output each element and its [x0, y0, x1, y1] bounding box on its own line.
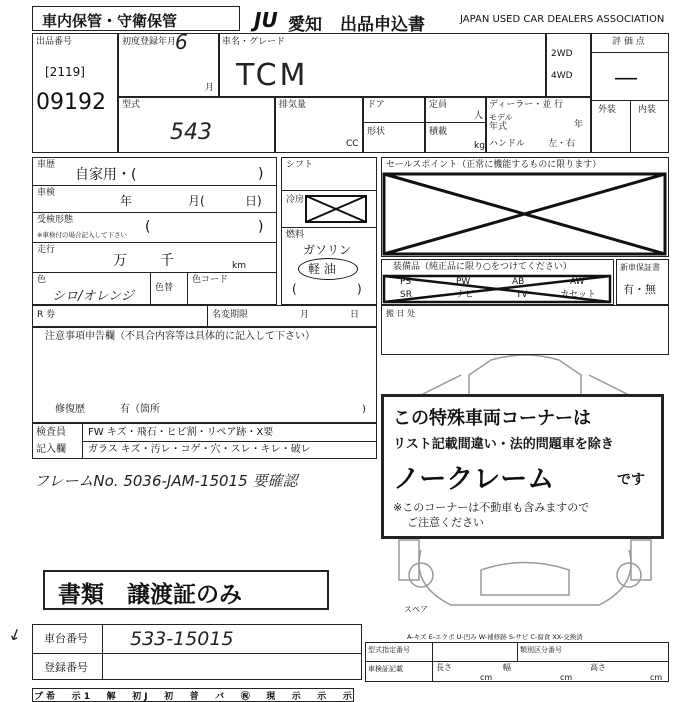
inspection-day: 日)	[245, 194, 262, 208]
history-label: 車歴	[37, 160, 56, 170]
model-label: 型式	[122, 100, 141, 110]
model-value: 543	[170, 120, 212, 145]
spec-cm3: cm	[650, 673, 663, 682]
cooling-label: 冷房	[286, 195, 305, 205]
rating-label: 評 価 点	[612, 37, 645, 47]
repair-label: 修復歴	[55, 404, 85, 415]
handwritten-frame-note: フレームNo. 5036-JAM-15015 要確認	[34, 472, 298, 490]
equipment-label: 装備品（純正品に限り○をつけてください）	[393, 262, 572, 272]
spec-length: 長さ	[436, 663, 452, 672]
drive-2wd: 2WD	[551, 49, 573, 59]
name-change-day: 日	[350, 310, 360, 320]
bottom-cell: 示	[342, 692, 352, 702]
r-ticket-row	[32, 305, 377, 327]
form-title: 出品申込書	[340, 15, 425, 35]
special-line1: この特殊車両コーナーは	[393, 408, 591, 429]
special-line3b: です	[617, 472, 645, 488]
bottom-cell: バ	[215, 692, 225, 702]
dealer-year-unit: 年	[574, 120, 584, 130]
special-line3: ノークレーム	[393, 464, 555, 495]
capacity-label: 定員	[429, 100, 448, 110]
bottom-cell: 初 J	[132, 692, 148, 702]
condition-open: (	[145, 219, 151, 235]
special-line2: リスト記載間違い・法的問題車を除き	[393, 437, 614, 452]
bottom-cell: ㊗	[240, 692, 250, 702]
shift-label: シフト	[286, 160, 314, 170]
load-label: 積載	[429, 127, 448, 137]
delivery-label: 搬 日 处	[386, 309, 416, 318]
bottom-cell: 解	[106, 692, 116, 702]
condition-close: )	[258, 219, 264, 235]
org-name: 愛知	[288, 15, 322, 35]
first-reg-label: 初度登録年月	[122, 37, 177, 47]
bottom-cell: ブ 希	[34, 692, 56, 702]
car-name-value: TCM	[236, 58, 309, 93]
fuel-close: )	[357, 282, 362, 296]
inspector-codes1: FW キズ・飛石・ヒビ割・リペア跡・X要	[88, 427, 274, 438]
notes-label: 注意事項申告欄（不具合内容等は具体的に記入して下さい）	[45, 331, 315, 342]
rating-exterior: 外装	[598, 105, 617, 115]
bottom-cell: 現	[266, 692, 276, 702]
chassis-label: 車台番号	[44, 632, 88, 645]
top-grid	[32, 33, 669, 153]
fuel-open: (	[292, 282, 297, 296]
documents-label: 書類 譲渡証のみ	[58, 582, 242, 608]
special-line5: ご注意ください	[407, 516, 484, 529]
history-close: )	[258, 166, 264, 182]
delivery-block	[381, 305, 669, 355]
condition-label: 受検形態	[37, 215, 74, 225]
name-change-label: 名変期限	[212, 310, 249, 320]
storage-label: 車内保管・守衛保管	[42, 12, 178, 30]
drive-4wd: 4WD	[551, 71, 573, 81]
lot-number: 09192	[36, 90, 106, 115]
bottom-cell: 普	[189, 692, 199, 702]
first-reg-month: 月	[205, 83, 215, 93]
warranty-label: 新車保証書	[620, 263, 660, 272]
mileage-unit: km	[232, 261, 246, 271]
dealer-label: ディーラー・並 行	[489, 100, 564, 110]
name-change-month: 月	[300, 310, 310, 320]
color-label: 色	[37, 275, 47, 285]
first-reg-hand: 6	[175, 30, 188, 54]
spec-cm1: cm	[480, 673, 493, 682]
registration-label: 登録番号	[44, 661, 88, 674]
condition-note: ※車検付の場合記入して下さい	[37, 231, 127, 239]
chassis-arrow-note: ←	[3, 624, 26, 645]
r-ticket-label: R 券	[37, 310, 56, 320]
sales-point-cross	[382, 172, 667, 256]
displacement-unit: CC	[346, 139, 359, 149]
sales-point-label: セールスポイント（正常に機能するものに限ります）	[386, 160, 602, 170]
lot-label: 出品番号	[36, 37, 73, 47]
warranty-value: 有・無	[623, 283, 656, 296]
inspector-label1: 検査員	[36, 427, 66, 438]
mileage-label: 走行	[37, 245, 56, 255]
form-no-label: 型式指定番号	[368, 646, 410, 654]
special-line4: ※このコーナーは不動車も含みますので	[393, 501, 590, 514]
inspection-month: 月(	[188, 194, 205, 208]
mileage-man: 万	[113, 253, 127, 269]
inspection-year: 年	[120, 194, 133, 208]
bottom-cell: 示 1	[71, 692, 91, 702]
fuel-gas: ガソリン	[303, 243, 352, 257]
capacity-unit: 人	[474, 111, 484, 121]
equip-navi: ナビ	[456, 290, 475, 300]
bottom-cell: 示	[291, 692, 301, 702]
color-code: 色コード	[192, 275, 229, 285]
lot-bracket-number: [2119]	[45, 65, 85, 79]
equip-tv: TV	[516, 290, 528, 300]
form-title-en: JAPAN USED CAR DEALERS ASSOCIATION	[460, 14, 665, 25]
dealer-year: 年式	[489, 122, 508, 132]
fuel-label: 燃料	[286, 230, 305, 240]
door-label: ドア	[367, 100, 385, 110]
cooling-cross-box	[305, 195, 367, 223]
spec-height: 高さ	[590, 663, 606, 672]
inspector-codes2: ガラス キズ・汚レ・コゲ・穴・スレ・キレ・破レ	[88, 444, 311, 455]
car-name-label: 車名・グレード	[222, 37, 286, 47]
dealer-handle: ハンドル	[489, 139, 526, 149]
repair-close: )	[362, 404, 366, 415]
load-unit: kg	[474, 141, 485, 151]
bottom-cell: 初	[164, 692, 174, 702]
displacement-label: 排気量	[279, 100, 307, 110]
inspection-label: 車検	[37, 188, 56, 198]
fuel-diesel: 軽 油	[308, 262, 336, 276]
spec-cm2: cm	[560, 673, 573, 682]
equipment-cross	[382, 274, 612, 304]
dealer-handle-opts: 左・右	[548, 139, 576, 149]
chassis-value: 533-15015	[130, 628, 234, 650]
equip-cassette: カセット	[560, 290, 597, 300]
ju-logo: JU	[254, 8, 278, 32]
equip-ab: AB	[512, 277, 525, 287]
spec-width: 幅	[503, 663, 511, 672]
color-repaint: 色替	[155, 283, 174, 293]
inspector-label2: 記入欄	[36, 444, 66, 455]
equip-pw: PW	[456, 277, 471, 287]
mileage-sen: 千	[160, 253, 174, 269]
class-no-label: 類別区分番号	[520, 646, 562, 654]
damage-legend: A-キズ E-エクボ U-凹み W-補修跡 S-サビ C-腐食 XX-交換済	[407, 633, 583, 641]
shape-label: 形状	[367, 127, 386, 137]
equip-aw: AW	[570, 277, 585, 287]
rating-interior: 内装	[638, 105, 657, 115]
color-value: シロ/オレンジ	[52, 289, 134, 304]
bottom-row-cells	[34, 689, 352, 700]
bottom-cell: 示	[317, 692, 327, 702]
rating-value: ―	[615, 66, 637, 91]
spare-label: スペア	[404, 605, 428, 614]
history-value: 自家用・(	[75, 167, 137, 183]
equip-sr: SR	[400, 290, 412, 300]
repair-value: 有（箇所	[120, 404, 160, 415]
equip-ps: PS	[400, 277, 412, 287]
vehicle-spec-label: 車検証記載	[368, 665, 403, 673]
dealer-model: モデル	[489, 113, 513, 122]
